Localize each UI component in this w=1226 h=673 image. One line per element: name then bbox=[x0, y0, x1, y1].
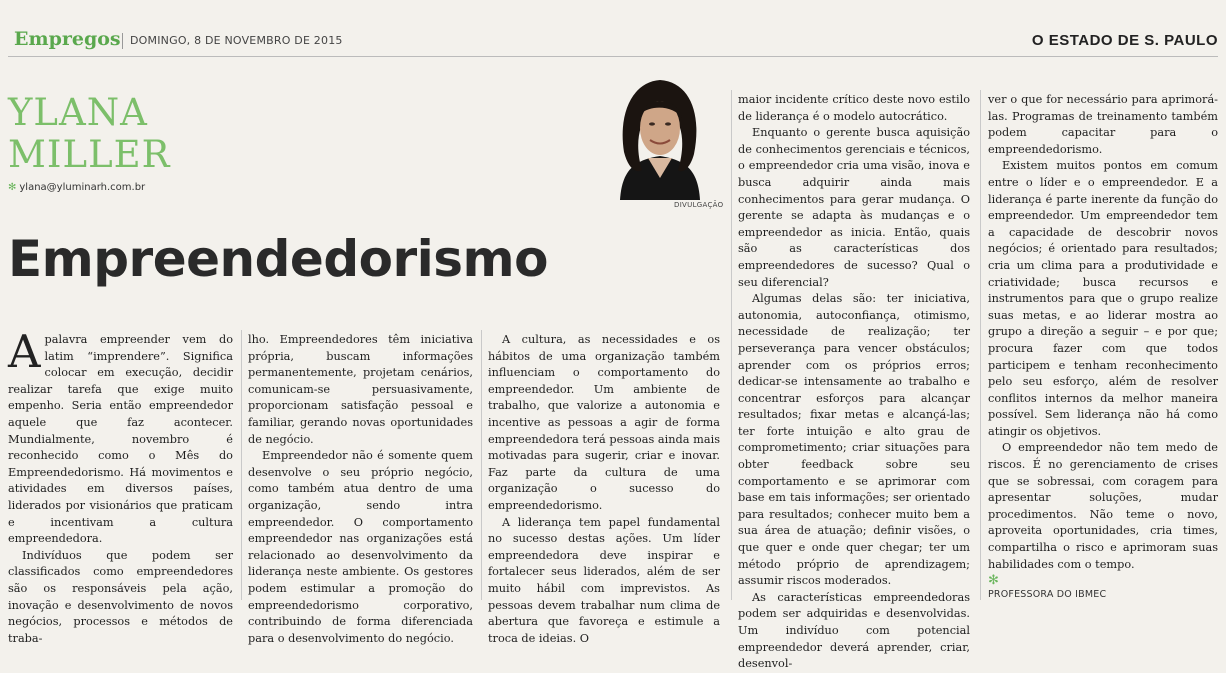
column-2-paragraph-2: Empreendedor não é somente quem desenvolve o seu próprio negócio, como também atua dentro de uma organização, sendo intra empreendedor. O comportamento empreendedor nas organizações está relacionado ao desenvolvimento da liderança neste ambiente. Os gestores podem estimular a promoção do empreendedorismo corporativo, contribuindo de forma diferenciada para o desenvolvimento do negócio. bbox=[248, 449, 473, 645]
section-name: Empregos bbox=[14, 28, 121, 50]
column-divider bbox=[980, 90, 981, 600]
column-5-paragraph-1: ver o que for necessário para aprimorá-las. Programas de treinamento também podem capacitar para o empreendedorismo. bbox=[988, 93, 1218, 156]
column-4-paragraph-2: Enquanto o gerente busca aquisição de conhecimentos gerenciais e técnicos, o empreendedor cria uma visão, inova e busca adquirir ainda mais conhecimentos para gerar mudança. O gerente se adapta às mudanças e o empreendedor as inicia. Então, quais são as características dos empreendedores de sucesso? Qual o seu diferencial? bbox=[738, 126, 970, 289]
column-divider bbox=[481, 330, 482, 600]
author-affiliation: PROFESSORA DO IBMEC bbox=[988, 589, 1107, 600]
drop-cap: A bbox=[8, 325, 41, 378]
column-4-paragraph-4: As características empreendedoras podem ser adquiridas e desenvolvidas. Um indivíduo com potencial empreendedor deverá aprender, criar, desenvol- bbox=[738, 590, 970, 671]
column-4-paragraph-3: Algumas delas são: ter iniciativa, autonomia, autoconfiança, otimismo, necessidade de realização; ter perseverança para vencer obstáculos; aprender com os próprios erros; dedicar-se intensamente ao trabalho e concentrar esforços para alcançar resultados; fixar metas e alcançá-las; ter forte intuição e alto grau de comprometimento; criar situações para obter feedback sobre seu comportamento e se aprimorar com base em tais informações; ser orientado para resultados; conhecer muito bem a sua área de atuação; definir visões, o que quer e onde quer chegar; ter um método próprio de aprendizagem; assumir riscos moderados. bbox=[738, 292, 970, 588]
article-column-2 bbox=[248, 332, 473, 647]
column-2-paragraph-1: lho. Empreendedores têm iniciativa própria, buscam informações permanentemente, projetam cenários, comunicam-se persuasivamente, proporcionam satisfação pessoal e familiar, gerando novas oportunidades de negócio. bbox=[248, 333, 473, 446]
end-asterisk-icon: ✻ bbox=[988, 573, 999, 588]
column-divider bbox=[241, 330, 242, 600]
article-column-5 bbox=[988, 92, 1218, 573]
article-title: Empreendedorismo bbox=[8, 230, 548, 288]
author-first-name: YLANA bbox=[8, 91, 148, 134]
column-4-paragraph-1: maior incidente crítico deste novo estilo de liderança é o modelo autocrático. bbox=[738, 93, 970, 123]
author-email-text: ylana@yluminarh.com.br bbox=[19, 182, 146, 193]
author-email bbox=[8, 182, 145, 193]
portrait-illustration bbox=[590, 74, 730, 200]
article-column-4 bbox=[738, 92, 970, 673]
author-name bbox=[8, 92, 171, 176]
author-last-name: MILLER bbox=[8, 133, 171, 176]
header-divider bbox=[122, 33, 123, 49]
asterisk-icon: ✻ bbox=[8, 182, 17, 193]
column-divider bbox=[731, 90, 732, 600]
publication-date: DOMINGO, 8 DE NOVEMBRO DE 2015 bbox=[130, 34, 343, 47]
column-3-paragraph-1: A cultura, as necessidades e os hábitos de uma organização também influenciam o comportamento do empreendedor. Um ambiente de trabalho, que valorize a autonomia e incentive as pessoas a agir de forma empreendedora terá pessoas ainda mais motivadas para sugerir, criar e inovar. Faz parte da cultura de uma organização o sucesso do empreendedorismo. bbox=[488, 333, 720, 512]
article-column-3 bbox=[488, 332, 720, 647]
column-5-paragraph-2: Existem muitos pontos em comum entre o líder e o empreendedor. E a liderança é parte inerente da função do empreendedor. Um empreendedor tem a capacidade de descobrir novos negócios; é orientado para resultados; cria um clima para a produtividade e criatividade; busca recursos e instrumentos para que o grupo realize suas metas, e ao liderar mostra ao grupo a direção a seguir – e por que; procura fazer com que todos participem e tenham reconhecimento pelo seu esforço, além de resolver conflitos internos da melhor maneira possível. Sem liderança não há como atingir os objetivos. bbox=[988, 159, 1218, 438]
article-column-1 bbox=[8, 325, 233, 647]
photo-credit: DIVULGAÇÃO bbox=[674, 201, 724, 209]
column-5-paragraph-3: O empreendedor não tem medo de riscos. É no gerenciamento de crises que se sobressai, com coragem para apresentar soluções, mudar procedimentos. Não teme o novo, aproveita oportunidades, cria times, compartilha o risco e aprimoram suas habilidades com o tempo. bbox=[988, 441, 1218, 571]
author-photo bbox=[590, 74, 730, 200]
column-1-paragraph-1: palavra empreender vem do latim “imprendere”. Significa colocar em execução, decidir realizar tarefa que exige muito empenho. Seria então empreendedor aquele que faz acontecer. Mundialmente, novembro é reconhecido como o Mês do Empreendedorismo. Há movimentos e atividades em diversos países, liderados por visionários que praticam e incentivam a cultura empreendedora. bbox=[8, 333, 233, 546]
newspaper-name: O ESTADO DE S. PAULO bbox=[1031, 32, 1218, 49]
page-header bbox=[0, 0, 1226, 58]
header-rule bbox=[8, 56, 1218, 57]
column-1-paragraph-2: Indivíduos que podem ser classificados como empreendedores são os responsáveis pela ação, inovação e desenvolvimento de novos negócios, processos e métodos de traba- bbox=[8, 548, 233, 645]
column-3-paragraph-2: A liderança tem papel fundamental no sucesso destas ações. Um líder empreendedora deve inspirar e fortalecer seus liderados, além de ser muito hábil com imprevistos. As pessoas devem trabalhar num clima de abertura que favoreça e estimule a troca de ideias. O bbox=[488, 515, 720, 645]
